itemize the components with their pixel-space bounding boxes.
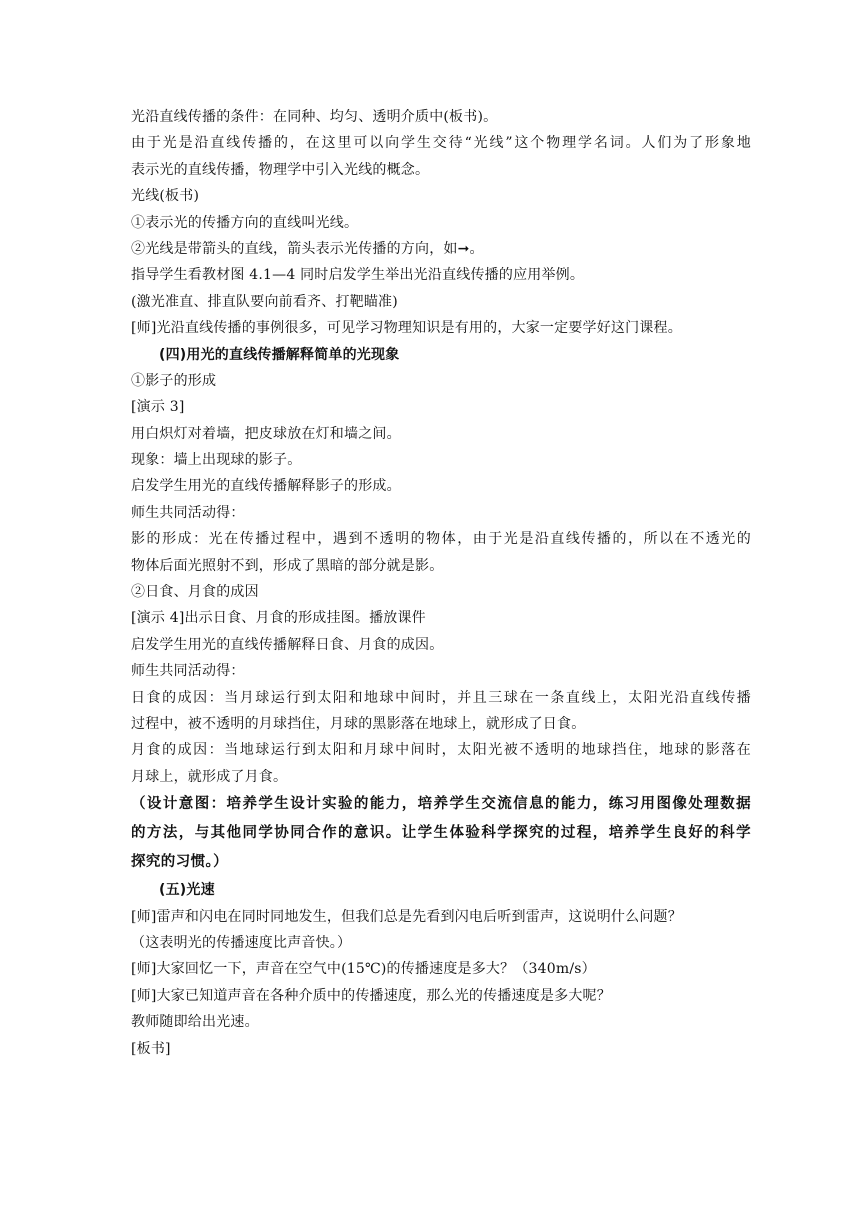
text-line: ②光线是带箭头的直线，箭头表示光传播的方向，如➞。 xyxy=(131,240,484,257)
section-heading: (四)用光的直线传播解释简单的光现象 xyxy=(159,346,400,363)
text-line: 月食的成因：当地球运行到太阳和月球中间时，太阳光被不透明的地球挡住，地球的影落在 xyxy=(131,742,751,759)
text-line: 物体后面光照射不到，形成了黑暗的部分就是影。 xyxy=(131,557,444,574)
design-intent-line: （设计意图：培养学生设计实验的能力，培养学生交流信息的能力，练习用图像处理数据 xyxy=(131,796,751,813)
text-line: 师生共同活动得： xyxy=(131,504,245,521)
text-line: 现象：墙上出现球的影子。 xyxy=(131,452,302,469)
text-line: 过程中，被不透明的月球挡住，月球的黑影落在地球上，就形成了日食。 xyxy=(131,715,586,732)
text-line: [师]大家回忆一下，声音在空气中(15℃)的传播速度是多大？（340m/s） xyxy=(131,961,596,978)
text-line: 用白炽灯对着墙，把皮球放在灯和墙之间。 xyxy=(131,425,401,442)
text-line: 指导学生看教材图 4.1—4 同时启发学生举出光沿直线传播的应用举例。 xyxy=(131,267,585,284)
text-line: 启发学生用光的直线传播解释影子的形成。 xyxy=(131,478,401,495)
document-body xyxy=(131,104,751,1062)
text-line: （这表明光的传播速度比声音快。） xyxy=(131,934,352,951)
text-line: ②日食、月食的成因 xyxy=(131,584,259,601)
text-line: 表示光的直线传播，物理学中引入光线的概念。 xyxy=(131,161,430,178)
text-line: [板书] xyxy=(131,1040,171,1057)
section-heading: (五)光速 xyxy=(159,882,215,899)
text-line: 影的形成：光在传播过程中，遇到不透明的物体，由于光是沿直线传播的，所以在不透光的 xyxy=(131,531,751,548)
text-line: 月球上，就形成了月食。 xyxy=(131,768,288,785)
text-line: [演示 4]出示日食、月食的形成挂图。播放课件 xyxy=(131,610,426,627)
text-line: (激光准直、排直队要向前看齐、打靶瞄准) xyxy=(131,293,398,310)
design-intent-line: 探究的习惯。） xyxy=(131,854,229,871)
text-line: 日食的成因：当月球运行到太阳和地球中间时，并且三球在一条直线上，太阳光沿直线传播 xyxy=(131,689,751,706)
text-line: [师]雷声和闪电在同时同地发生，但我们总是先看到闪电后听到雷声，这说明什么问题？ xyxy=(131,908,682,925)
text-line: 启发学生用光的直线传播解释日食、月食的成因。 xyxy=(131,636,444,653)
text-line: 光线(板书) xyxy=(131,188,200,205)
design-intent-line: 的方法，与其他同学协同合作的意识。让学生体验科学探究的过程，培养学生良好的科学 xyxy=(131,825,751,842)
text-line: 光沿直线传播的条件：在同种、均匀、透明介质中(板书)。 xyxy=(131,109,498,125)
text-line: 由于光是沿直线传播的，在这里可以向学生交待“光线”这个物理学名词。人们为了形象地 xyxy=(131,135,751,152)
text-line: 师生共同活动得： xyxy=(131,663,245,680)
text-line: 教师随即给出光速。 xyxy=(131,1014,259,1031)
text-line: ①表示光的传播方向的直线叫光线。 xyxy=(131,214,359,231)
text-line: [演示 3] xyxy=(131,399,185,416)
text-line: [师]大家已知道声音在各种介质中的传播速度，那么光的传播速度是多大呢？ xyxy=(131,987,611,1004)
text-line: ①影子的形成 xyxy=(131,372,217,389)
text-line: [师]光沿直线传播的事例很多，可见学习物理知识是有用的，大家一定要学好这门课程。 xyxy=(131,320,682,337)
